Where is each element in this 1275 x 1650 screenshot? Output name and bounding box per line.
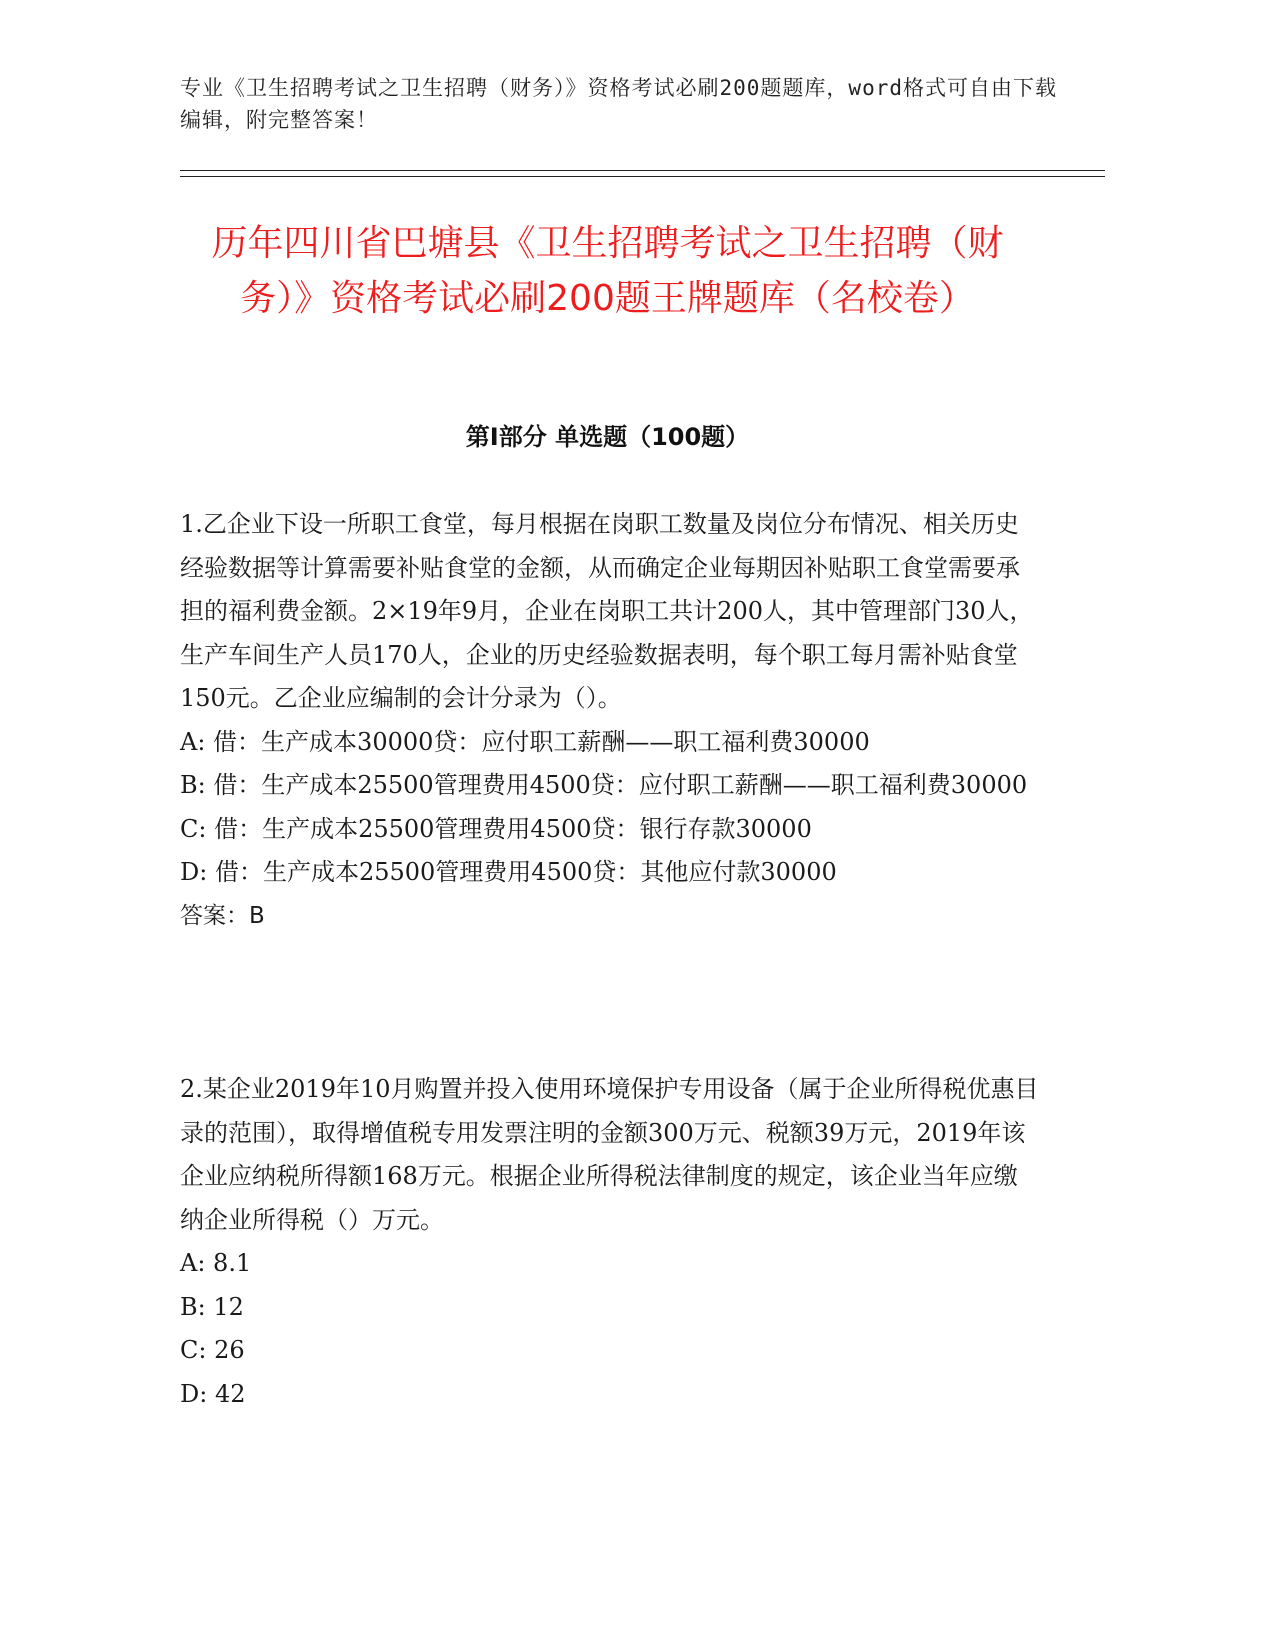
option-b: B: 借：生产成本25500管理费用4500贷：应付职工薪酬——职工福利费30000: [180, 771, 1028, 799]
question-2: [180, 1068, 1040, 1416]
option-d: D: 42: [180, 1379, 246, 1408]
document-title: 历年四川省巴塘县《卫生招聘考试之卫生招聘（财务）》资格考试必刷200题王牌题库（名校卷）: [211, 223, 1004, 319]
header-note: 专业《卫生招聘考试之卫生招聘（财务）》资格考试必刷200题题库，word格式可自由下载编辑，附完整答案！: [180, 76, 1057, 132]
option-d: D: 借：生产成本25500管理费用4500贷：其他应付款30000: [180, 858, 837, 886]
section-heading: 第I部分 单选题（100题）: [465, 423, 750, 451]
option-a: A: 8.1: [180, 1249, 252, 1277]
option-c: C: 26: [180, 1336, 245, 1364]
question-1: [180, 503, 1040, 938]
option-c: C: 借：生产成本25500管理费用4500贷：银行存款30000: [180, 814, 812, 843]
question-stem: 1.乙企业下设一所职工食堂，每月根据在岗职工数量及岗位分布情况、相关历史经验数据等计算需要补贴食堂的金额，从而确定企业每期因补贴职工食堂需要承担的福利费金额。2×19年9月，企业在岗职工共计200人，其中管理部门30人，生产车间生产人员170人，企业的历史经验数据表明，每个职工每月需补贴食堂150元。乙企业应编制的会计分录为（）。: [180, 510, 1034, 712]
option-b: B: 12: [180, 1292, 244, 1321]
answer-line: 答案：B: [180, 902, 265, 929]
option-a: A: 借：生产成本30000贷：应付职工薪酬——职工福利费30000: [180, 727, 870, 756]
header-rule-top: [180, 170, 1105, 171]
question-stem: 2.某企业2019年10月购置并投入使用环境保护专用设备（属于企业所得税优惠目录的范围），取得增值税专用发票注明的金额300万元、税额39万元，2019年该企业应纳税所得额168万元。根据企业所得税法律制度的规定，该企业当年应缴纳企业所得税（）万元。: [180, 1075, 1039, 1234]
header-rule-bottom: [180, 176, 1105, 177]
